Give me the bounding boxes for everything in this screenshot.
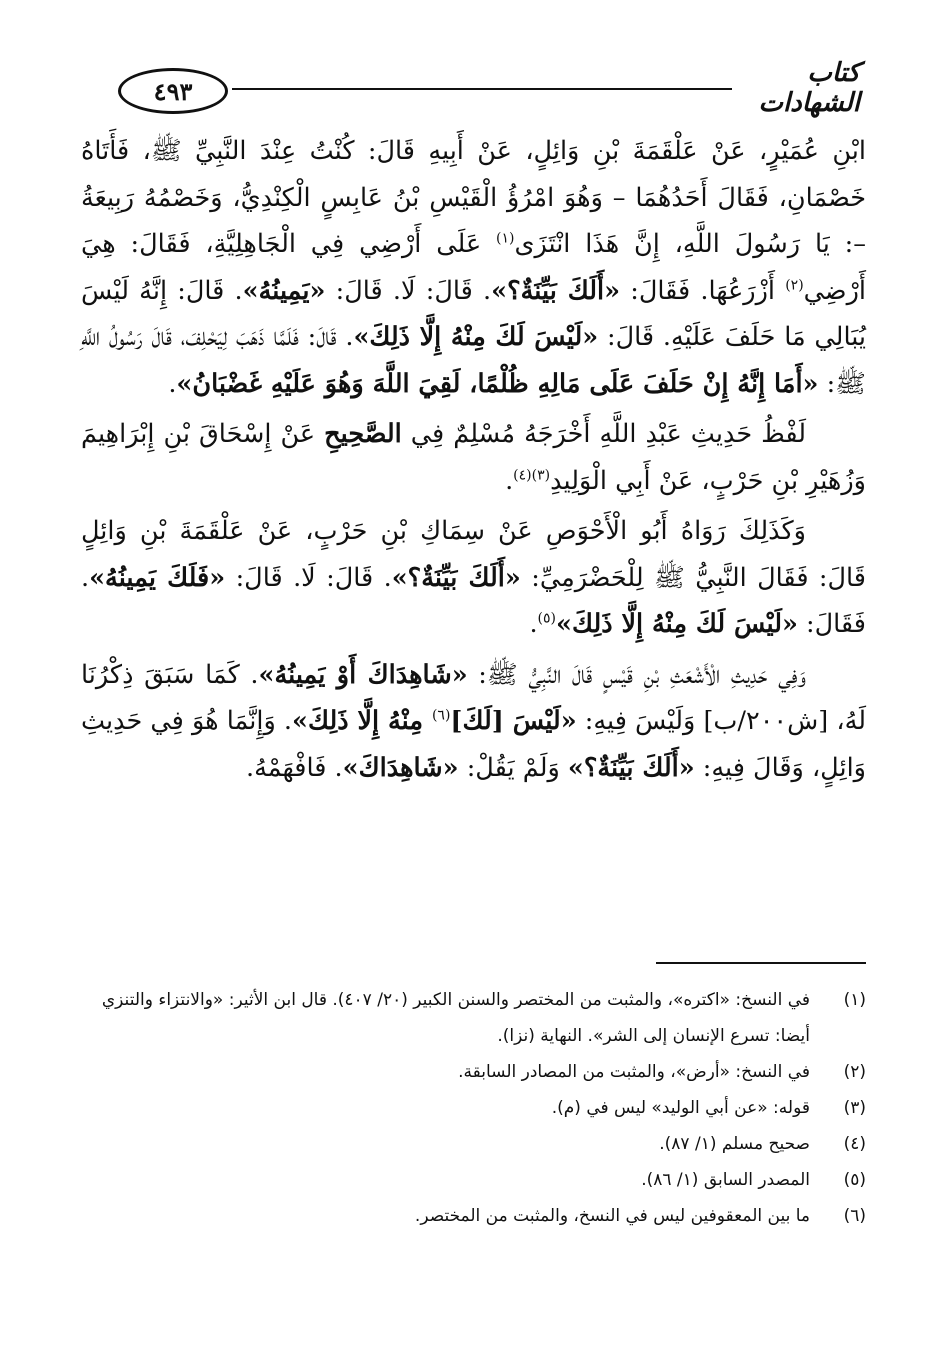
footnote-number: (٤) xyxy=(843,1134,866,1154)
footnote-text: المصدر السابق (١/ ٨٦). xyxy=(641,1170,810,1190)
footnote-number: (٣) xyxy=(843,1098,866,1118)
footnote-text: في النسخ: «اكتره»، والمثبت من المختصر والسنن الكبير (٢٠/ ٤٠٧). قال ابن الأثير: «والانتزاء والتنزي أيضا: تسرع الإنسان إلى الشر». النهاية (نزا). xyxy=(101,990,810,1046)
page-header xyxy=(100,40,860,120)
body-text: . xyxy=(168,368,177,399)
book-title: كتاب الشهادات xyxy=(758,58,860,118)
body-text: وَكَذَلِكَ رَوَاهُ أَبُو الْأَحْوَصِ عَنْ سِمَاكِ بْنِ حَرْبٍ، عَنْ عَلْقَمَةَ بْنِ وَائِلٍ قَالَ: فَقَالَ النَّبِيُّ ﷺ لِلْحَضْرَمِيِّ: xyxy=(81,516,866,593)
quoted-text: «شَاهِدَاكَ» xyxy=(342,752,459,783)
quoted-text: «لَيْسَ لَكَ مِنْهُ إِلَّا ذَلِكَ» xyxy=(353,322,599,352)
quoted-text: «لَيْسَ [لَكَ] xyxy=(450,706,577,736)
footnote-text: صحيح مسلم (١/ ٨٧). xyxy=(659,1134,810,1154)
footnote-number: (٢) xyxy=(843,1062,866,1082)
body-text: لَفْظُ حَدِيثِ عَبْدِ اللَّهِ أَخْرَجَهُ مُسْلِمٌ فِي xyxy=(401,419,806,449)
body-text: . قَالَ: إِنَّهُ لَيْسَ يُبَالِي مَا حَلَفَ عَلَيْهِ. قَالَ: xyxy=(81,275,867,352)
body-text: . xyxy=(505,465,514,496)
header-rule xyxy=(232,88,732,90)
body-text: . قَالَ: لَا. قَالَ: xyxy=(225,562,392,593)
footnote-number: (١) xyxy=(843,990,866,1010)
quoted-text: «يَمِينُهُ» xyxy=(242,275,326,306)
paragraph xyxy=(81,411,866,504)
footnotes xyxy=(81,982,866,1234)
paragraph xyxy=(81,652,866,792)
page-number-badge xyxy=(118,68,228,114)
quoted-text: الصَّحِيحِ xyxy=(324,419,402,449)
footnote xyxy=(81,1162,866,1198)
footnote xyxy=(81,1198,866,1234)
footnote-ref: (٥) xyxy=(537,610,557,627)
body-text: أَزْرَعُهَا. فَقَالَ: xyxy=(620,275,786,306)
footnote xyxy=(81,1054,866,1090)
footnote-ref: (٢) xyxy=(785,277,804,293)
paragraph xyxy=(81,128,866,407)
footnote xyxy=(81,1090,866,1126)
body-text: عَلَى أَرْضِي فِي الْجَاهِلِيَّةِ، فَقَالَ: هِيَ أَرْضِي xyxy=(81,229,866,306)
body-text: وَلَمْ يَقُلْ: xyxy=(458,752,568,783)
body-text: وَفِي حَدِيثِ الْأَشْعَثِ بْنِ قَيْسٍ قَالَ النَّبِيُّ ﷺ: xyxy=(467,659,807,690)
footnote xyxy=(81,1126,866,1162)
page-number: ٤٩٣ xyxy=(153,76,193,106)
quoted-text: «شَاهِدَاكَ أَوْ يَمِينُهُ» xyxy=(258,659,468,690)
body-text: . وَإِنَّمَا هُوَ فِي حَدِيثِ وَائِلٍ، وَقَالَ فِيهِ: xyxy=(81,706,866,783)
footnote-number: (٦) xyxy=(843,1206,866,1226)
footnote-ref: (٦) xyxy=(431,707,451,724)
footnote-separator xyxy=(656,962,866,964)
quoted-text: «أَلَكَ بَيِّنَةٌ؟» xyxy=(567,752,695,783)
footnote-text: ما بين المعقوفين ليس في النسخ، والمثبت من المختصر. xyxy=(414,1206,810,1226)
footnote-text: في النسخ: «أرض»، والمثبت من المصادر السابقة. xyxy=(458,1062,810,1082)
body-text: . كَمَا سَبَقَ ذِكْرُنَا لَهُ، [ش٢٠٠/ب] وَلَيْسَ فِيهِ: xyxy=(81,659,867,736)
body-text: عَنْ إِسْحَاقَ بْنِ إِبْرَاهِيمَ وَزُهَيْرِ بْنِ حَرْبٍ، عَنْ أَبِي الْوَلِيدِ xyxy=(81,419,866,496)
quoted-text: «أَلَكَ بَيِّنَةٌ؟» xyxy=(491,275,621,306)
quoted-text: «فَلَكَ يَمِينُهُ» xyxy=(89,562,226,593)
footnote xyxy=(81,982,866,1054)
quoted-text: «لَيْسَ لَكَ مِنْهُ إِلَّا ذَلِكَ» xyxy=(556,609,798,639)
paragraph xyxy=(81,508,866,648)
body-text: . فَقَالَ: xyxy=(81,562,866,639)
footnote-text: قوله: «عن أبي الوليد» ليس في (م). xyxy=(551,1098,810,1118)
body-text: . فَافْهَمْهُ. xyxy=(246,752,343,783)
body-text: . قَالَ: فَلَمَّا ذَهَبَ لِيَحْلِفَ، قَالَ رَسُولُ اللَّهِ ﷺ: xyxy=(81,322,866,399)
quoted-text: مِنْهُ إِلَّا ذَلِكَ» xyxy=(292,706,432,736)
footnote-ref: (٣)(٤) xyxy=(513,467,551,483)
main-text xyxy=(81,128,866,795)
body-text: ابْنِ عُمَيْرٍ، عَنْ عَلْقَمَةَ بْنِ وَائِلٍ، عَنْ أَبِيهِ قَالَ: كُنْتُ عِنْدَ النَّبِيِّ ﷺ، فَأَتَاهُ خَصْمَانِ، فَقَالَ أَحَدُهُمَا – وَهُوَ امْرُؤُ الْقَيْسِ بْنُ عَابِسٍ الْكِنْدِيُّ، وَخَصْمُهُ رَبِيعَةُ –: يَا رَسُولَ اللَّهِ، إِنَّ هَذَا انْتَزَى xyxy=(81,136,867,259)
body-text: . قَالَ: لَا. قَالَ: xyxy=(325,275,492,306)
footnote-ref: (١) xyxy=(496,230,515,247)
quoted-text: «أَلَكَ بَيِّنَةٌ؟» xyxy=(391,562,521,593)
footnote-number: (٥) xyxy=(843,1170,866,1190)
quoted-text: «أَمَا إِنَّهُ إِنْ حَلَفَ عَلَى مَالِهِ ظُلْمًا، لَقِيَ اللَّهَ وَهُوَ عَلَيْهِ غَضْبَانُ» xyxy=(176,368,819,399)
body-text: . xyxy=(529,609,538,639)
